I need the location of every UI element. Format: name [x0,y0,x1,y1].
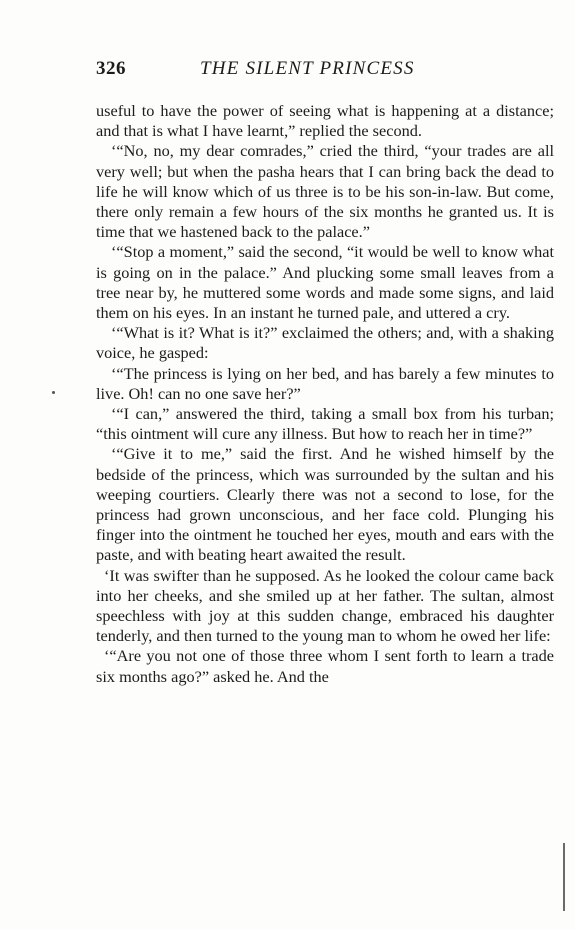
paragraph: ‘“What is it? What is it?” exclaimed the others; and, with a shaking voice, he gasped: [96,323,554,363]
page-edge-mark [563,843,565,911]
scan-speck [52,391,55,394]
page-header [96,58,552,82]
paragraph: ‘“I can,” answered the third, taking a small box from his turban; “this ointment will cure any illness. But how to reach her in time?” [96,404,554,444]
paragraph: ‘“Stop a moment,” said the second, “it would be well to know what is going on in the palace.” And plucking some small leaves from a tree near by, he muttered some words and made some signs, and laid them on his eyes. In an instant he turned pale, and uttered a cry. [96,242,554,323]
page-number: 326 [96,58,126,79]
paragraph: ‘“The princess is lying on her bed, and has barely a few minutes to live. Oh! can no one save her?” [96,363,554,403]
paragraph: ‘“Give it to me,” said the first. And he wished himself by the bedside of the princess, which was surrounded by the sultan and his weeping courtiers. Clearly there was not a second to lose, for the princess had grown unconscious, and her face cold. Plunging his finger into the ointment he touched her eyes, mouth and ears with the paste, and with beating heart awaited the result. [96,444,554,565]
paragraph: useful to have the power of seeing what is happening at a distance; and that is what I have learnt,” replied the second. [96,101,554,141]
paragraph: ‘“No, no, my dear comrades,” cried the third, “your trades are all very well; but when the pasha hears that I can bring back the dead to life he will know which of us three is to be his son-in-law. But come, there only remain a few hours of the six months he granted us. It is time that we hastened back to the palace.” [96,141,554,242]
paragraph: ‘“Are you not one of those three whom I sent forth to learn a trade six months ago?” asked he. And the [96,646,554,686]
paragraph: ‘It was swifter than he supposed. As he looked the colour came back into her cheeks, and she smiled up at her father. The sultan, almost speechless with joy at this sudden change, embraced his daughter tenderly, and then turned to the young man to whom he owed her life: [96,565,554,646]
body-text [96,101,554,687]
running-title: THE SILENT PRINCESS [200,58,415,79]
